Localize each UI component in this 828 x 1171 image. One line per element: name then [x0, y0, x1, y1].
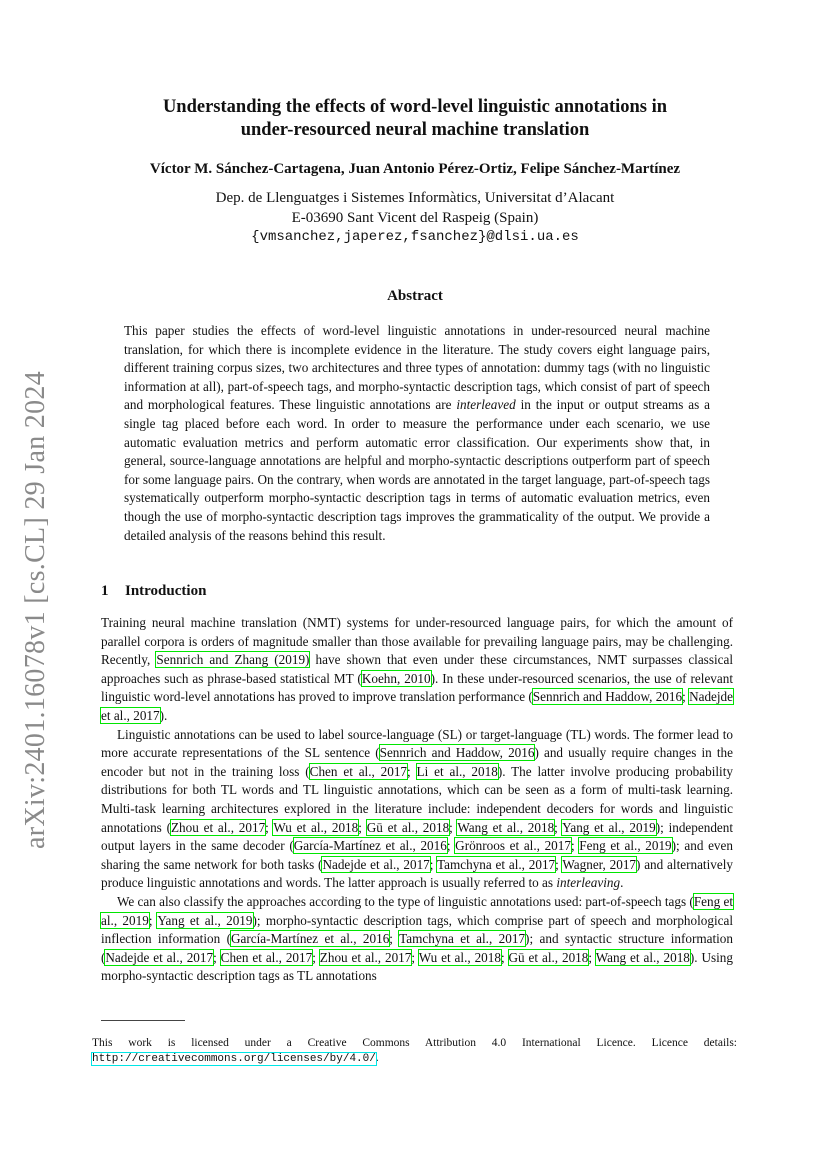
citation-link[interactable]: Nadejde et al., 2017 — [101, 689, 733, 723]
text-run: ; — [389, 931, 400, 947]
citation-link[interactable]: Grönroos et al., 2017 — [455, 838, 571, 854]
citation-link[interactable]: Gū et al., 2018 — [366, 819, 450, 835]
text-run: ). Using morpho-syntactic description tags as TL annotations — [101, 949, 733, 984]
text-run: ; — [213, 949, 221, 965]
affiliation-line-2: E-03690 Sant Vicent del Raspeig (Spain) — [291, 209, 539, 226]
section-number: 1 — [101, 583, 109, 599]
section-title: Introduction — [125, 583, 207, 599]
arxiv-identifier — [4, 370, 68, 850]
text-run: ; — [358, 819, 367, 835]
citation-link[interactable]: García-Martínez et al., 2016 — [293, 838, 447, 854]
paper-title — [100, 96, 730, 142]
citation-link[interactable]: Wu et al., 2018 — [273, 819, 359, 835]
abstract-heading: Abstract — [387, 288, 443, 304]
citation-link[interactable]: Feng et al., 2019 — [101, 893, 734, 928]
citation-link[interactable]: Koehn, 2010 — [361, 670, 431, 686]
intro-paragraph-1 — [101, 614, 733, 726]
intro-paragraph-3 — [101, 893, 733, 986]
title-line-2: under-resourced neural machine translation — [240, 120, 590, 140]
text-run: ; — [446, 838, 456, 854]
citation-link[interactable]: Wu et al., 2018 — [418, 949, 501, 965]
citation-link[interactable]: Zhou et al., 2017 — [170, 819, 266, 835]
text-run: ) and usually require changes in the encoder but not in the training loss ( — [101, 745, 734, 779]
affiliation-line-1: Dep. de Llenguatges i Sistemes Informàtics, Universitat d’Alacant — [215, 190, 615, 206]
citation-link[interactable]: Chen et al., 2017 — [309, 763, 408, 779]
text-run: Linguistic annotations can be used to label source-language (SL) or target-language (TL) words. The former lead to more accurate representations of the SL sentence ( — [101, 726, 733, 761]
footnote-end: . — [375, 1052, 379, 1064]
text-run: ; — [312, 949, 320, 965]
text-run: ; — [407, 763, 417, 779]
title-line-1: Understanding the effects of word-level linguistic annotations in — [162, 97, 668, 117]
citation-link[interactable]: Feng et al., 2019 — [579, 838, 672, 854]
email: {vmsanchez,japerez,fsanchez}@dlsi.ua.es — [251, 229, 579, 245]
text-run: ; — [429, 856, 438, 872]
text-run: Training neural machine translation (NMT) systems for under-resourced language pairs, for which the amount of parallel corpora is orders of magnitude smaller than those available for prevailing language pairs, may be challenging. Recently, — [101, 615, 733, 668]
citation-link[interactable]: Wang et al., 2018 — [457, 819, 555, 835]
text-run: ; — [682, 689, 690, 705]
text-run: We can also classify the approaches according to the type of linguistic annotations used: part-of-speech tags ( — [117, 893, 694, 909]
citation-link[interactable]: Nadejde et al., 2017 — [105, 949, 214, 965]
text-run: ) and alternatively produce linguistic annotations and words. The latter approach is usually referred to as — [101, 856, 733, 891]
citation-link[interactable]: Wang et al., 2018 — [595, 949, 690, 965]
text-run: ; — [449, 819, 458, 835]
abstract-part-2: in the input or output streams as a single tag placed before each word. In order to measure the performance under each scenario, we use automatic evaluation metrics and perform automatic error classification. Our experiments show that, in general, source-language annotations are helpful and morpho-syntactic descriptions outperform part of speech for some language pairs. On the contrary, when words are annotated in the target language, part-of-speech tags systematically outperform morpho-syntactic description tags in terms of automatic evaluation metrics, even though the use of morpho-syntactic description tags improves the grammaticality of the output. We provide a detailed analysis of the reasons behind this result. — [124, 397, 710, 543]
text-run: ; — [555, 856, 563, 872]
intro-paragraph-2 — [101, 726, 733, 893]
text-run: ); and syntactic structure information ( — [101, 931, 733, 965]
citation-link[interactable]: Gū et al., 2018 — [508, 949, 589, 965]
citation-link[interactable]: Sennrich and Zhang (2019) — [156, 652, 310, 668]
text-run: ). In these under-resourced scenarios, the use of relevant linguistic word-level annotations has proved to improve translation performance ( — [101, 670, 734, 705]
text-run: ; — [500, 949, 509, 965]
text-run: ). The latter involve producing probability distributions for both TL words and TL linguistic annotations, which can be seen as a form of multi-task learning. Multi-task learning architectures explored in the literature include: independent decoders for words and linguistic annotations ( — [101, 763, 733, 835]
text-run: . — [620, 875, 624, 891]
license-url-link[interactable]: http://creativecommons.org/licenses/by/4.0/ — [92, 1053, 376, 1065]
text-run: ; — [148, 912, 158, 928]
citation-link[interactable]: Zhou et al., 2017 — [319, 949, 412, 965]
emphasis: interleaving — [556, 875, 621, 891]
text-run: ); and even sharing the same network for both tasks ( — [101, 838, 733, 872]
citation-link[interactable]: García-Martínez et al., 2016 — [230, 931, 390, 947]
citation-link[interactable]: Chen et al., 2017 — [220, 949, 313, 965]
text-run: ; — [588, 949, 596, 965]
authors: Víctor M. Sánchez-Cartagena, Juan Antonio Pérez-Ortiz, Felipe Sánchez-Martínez — [149, 161, 681, 177]
text-run: ; — [554, 819, 563, 835]
text-run: ); morpho-syntactic description tags, which comprise part of speech and morphological inflection information ( — [101, 912, 733, 947]
citation-link[interactable]: Yang et al., 2019 — [157, 912, 253, 928]
citation-link[interactable]: Nadejde et al., 2017 — [322, 856, 430, 872]
text-run: ; — [570, 838, 580, 854]
text-run: ; — [265, 819, 274, 835]
abstract-part-1: This paper studies the effects of word-level linguistic annotations in under-resourced neural machine translation, for which there is incomplete evidence in the literature. The study covers eight language pairs, different training corpus sizes, two architectures and three types of annotation: dummy tags (with no linguistic information at all), part-of-speech tags, and morpho-syntactic description tags, which consist of part of speech and morphological features. These linguistic annotations are — [124, 323, 710, 413]
citation-link[interactable]: Wagner, 2017 — [562, 856, 637, 872]
introduction-body — [101, 614, 733, 986]
arxiv-id-text: arXiv:2401.16078v1 [cs.CL] 29 Jan 2024 — [20, 370, 51, 850]
abstract-emphasis: interleaved — [456, 397, 516, 413]
footnote-text: This work is licensed under a Creative Commons Attribution 4.0 International Licence. Licence details: — [92, 1037, 737, 1049]
citation-link[interactable]: Sennrich and Haddow, 2016 — [532, 689, 683, 705]
abstract-text — [124, 322, 710, 545]
text-run: ); independent output layers in the same decoder ( — [101, 819, 734, 854]
affiliation — [100, 189, 730, 248]
citation-link[interactable]: Yang et al., 2019 — [562, 819, 656, 835]
citation-link[interactable]: Li et al., 2018 — [416, 763, 498, 779]
text-run: ; — [411, 949, 419, 965]
section-heading-introduction — [101, 583, 206, 600]
citation-link[interactable]: Tamchyna et al., 2017 — [437, 856, 556, 872]
text-run: have shown that even under these circumstances, NMT surpasses classical approaches such as phrase-based statistical MT ( — [101, 652, 733, 686]
footnote-divider — [101, 1020, 185, 1021]
text-run: ). — [159, 707, 168, 723]
citation-link[interactable]: Tamchyna et al., 2017 — [399, 931, 526, 947]
license-footnote — [92, 1036, 737, 1067]
citation-link[interactable]: Sennrich and Haddow, 2016 — [379, 745, 535, 761]
